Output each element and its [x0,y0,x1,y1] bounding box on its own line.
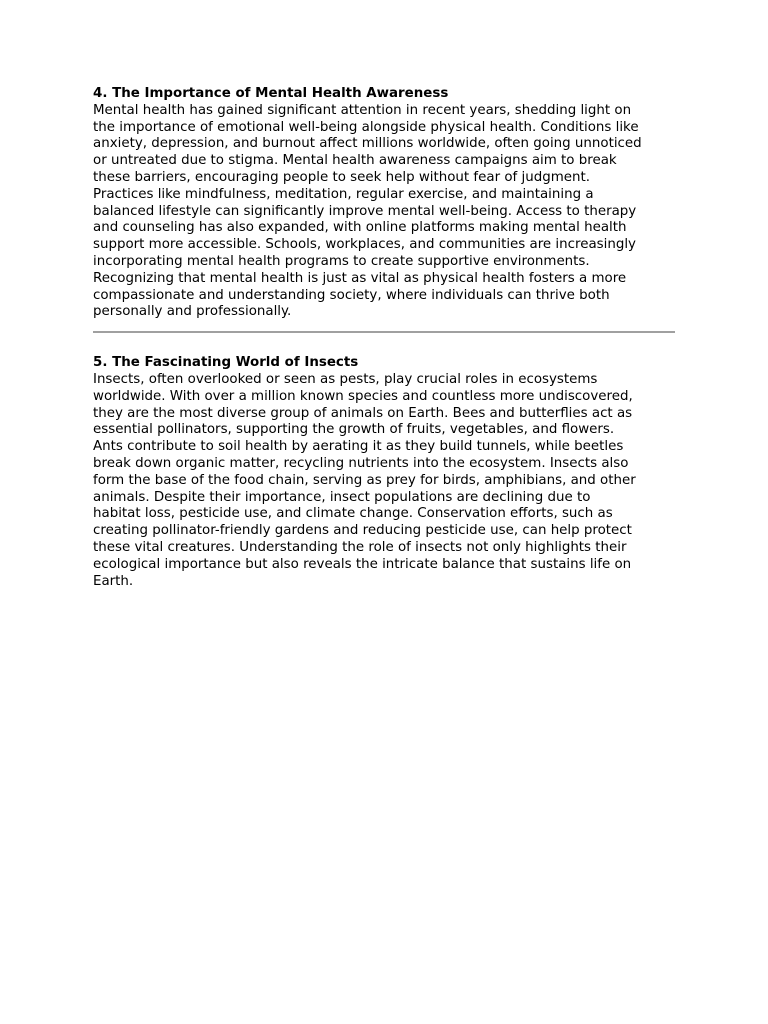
body-line: break down organic matter, recycling nutrients into the ecosystem. Insects also [93,455,629,471]
body-line: Mental health has gained significant attention in recent years, shedding light on [93,102,632,118]
section-body [93,372,675,590]
body-line: form the base of the food chain, serving as prey for birds, amphibians, and other [93,472,636,488]
body-line: compassionate and understanding society, where individuals can thrive both [93,287,610,303]
body-line: or untreated due to stigma. Mental health awareness campaigns aim to break [93,153,617,169]
body-line: Ants contribute to soil health by aerating it as they build tunnels, while beetles [93,439,624,455]
body-line: Earth. [93,573,134,589]
body-line: the importance of emotional well-being alongside physical health. Conditions like [93,119,639,135]
body-line: and counseling has also expanded, with online platforms making mental health [93,220,627,236]
body-line: these vital creatures. Understanding the role of insects not only highlights their [93,539,627,555]
section-body [93,103,675,321]
body-line: these barriers, encouraging people to seek help without fear of judgment. [93,169,590,185]
section-title: 5. The Fascinating World of Insects [93,355,359,371]
body-line: support more accessible. Schools, workplaces, and communities are increasingly [93,237,636,253]
body-line: ecological importance but also reveals the intricate balance that sustains life on [93,556,632,572]
body-line: habitat loss, pesticide use, and climate change. Conservation efforts, such as [93,506,613,522]
section-insects [93,355,675,590]
body-line: balanced lifestyle can significantly improve mental well-being. Access to therapy [93,203,637,219]
section-title: 4. The Importance of Mental Health Awareness [93,86,449,101]
body-line: creating pollinator-friendly gardens and reducing pesticide use, can help protect [93,523,632,539]
body-line: they are the most diverse group of animals on Earth. Bees and butterflies act as [93,405,633,421]
body-line: Practices like mindfulness, meditation, regular exercise, and maintaining a [93,186,594,202]
body-line: Insects, often overlooked or seen as pests, play crucial roles in ecosystems [93,371,598,387]
document-page [93,86,675,590]
body-line: incorporating mental health programs to create supportive environments. [93,253,590,269]
section-divider [93,331,675,333]
body-line: worldwide. With over a million known species and countless more undiscovered, [93,388,633,404]
section-mental-health [93,86,675,321]
body-line: anxiety, depression, and burnout affect millions worldwide, often going unnoticed [93,136,642,152]
body-line: Recognizing that mental health is just as vital as physical health fosters a more [93,270,627,286]
body-line: personally and professionally. [93,304,292,320]
body-line: animals. Despite their importance, insect populations are declining due to [93,489,591,505]
body-line: essential pollinators, supporting the growth of fruits, vegetables, and flowers. [93,422,615,438]
